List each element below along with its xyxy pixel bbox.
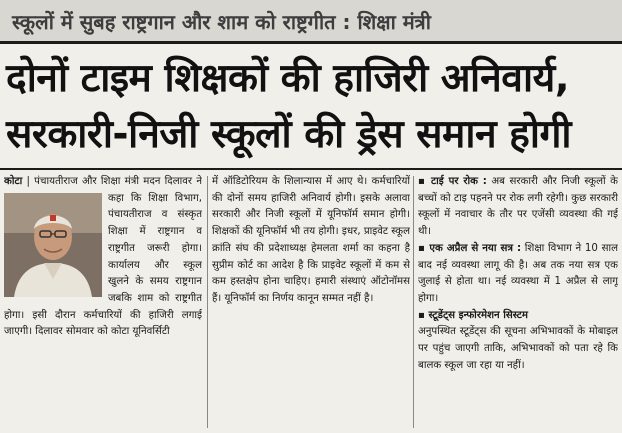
- subsection-title: एक अप्रैल से नया सत्र :: [429, 242, 522, 254]
- dateline: कोटा: [4, 176, 23, 187]
- col1-intro: | पंचायतीराज और शिक्षा मंत्री मदन दिलावर ने कहा कि: [22, 176, 202, 204]
- headline-line-1: दोनों टाइम शिक्षकों की हाजिरी अनिवार्य,: [6, 56, 570, 101]
- bullet-icon: ▪: [418, 309, 429, 321]
- column-divider-1: [207, 176, 208, 428]
- subsection-text: अनुपस्थित स्टूडेंट्स की सूचना अभिभावकों के मोबाइल पर पहुंच जाएगी ताकि, अभिभावकों को पता रहे कि बालक स्कूल जा रहा या नहीं।: [418, 326, 618, 371]
- subsection-title: टाई पर रोक :: [430, 176, 487, 187]
- article-column-1: [4, 174, 202, 429]
- subsection-tie-ban: [418, 174, 618, 241]
- article-column-3: [418, 174, 618, 429]
- subsection-text: अब सरकारी और निजी स्कूलों के बच्चों को टाइ पहनने पर रोक लगी रहेगी। कुछ सरकारी स्कूलों में नवाचार के तौर पर एजेंसी व्यवस्था की गई थी।: [418, 176, 618, 238]
- col1-wrap-text: शिक्षा विभाग, पंचायतीराज व संस्कृत शिक्षा में राष्ट्रगान व राष्ट्रगीत जरूरी होगा। कार्यालय: [108, 192, 202, 271]
- minister-photo: [4, 193, 102, 297]
- kicker-line: स्कूलों में सुबह राष्ट्रगान और शाम को राष्ट्रगीत : शिक्षा मंत्री: [0, 0, 622, 44]
- col1-rest-text: और स्कूल खुलने के समय राष्ट्रगान जबकि शाम को राष्ट्रगीत होगा। इसी दौरान कर्मचारियों की हाजिरी लगाई जाएगी। दिलावर सोमवार को कोटा यूनिवर्सिटी: [4, 259, 202, 338]
- column-divider-2: [413, 176, 414, 428]
- headline-rule: [0, 168, 622, 170]
- subsection-title: स्टूडेंट्स इन्फोरमेशन सिस्टम: [428, 309, 528, 321]
- bullet-icon: ▪: [418, 176, 431, 187]
- subsection-text: शिक्षा विभाग ने 10 साल बाद नई व्यवस्था लागू की है। अब तक नया सत्र एक जुलाई से होता था। नई व्यवस्था में 1 अप्रैल से लागू होगा।: [418, 242, 618, 304]
- subsection-student-info: [418, 308, 618, 375]
- headline-line-2: सरकारी-निजी स्कूलों की ड्रेस समान होगी: [6, 112, 572, 157]
- article-column-2: में ऑडिटोरियम के शिलान्यास में आए थे। कर्मचारियों की दोनों समय हाजिरी अनिवार्य होगी। इसके अलावा सरकारी और निजी स्कूलों में यूनिफॉर्म समान होगी। शिक्षकों की यूनिफॉर्म भी तय होगी। इधर, प्राइवेट स्कूल क्रांति संघ की प्रदेशाध्यक्ष हेमलता शर्मा का कहना है सुप्रीम कोर्ट का आदेश है कि प्राइवेट स्कूलों में कम से कम हस्तक्षेप होना चाहिए। हमारी संस्थाएं ऑटोनॉमस हैं। यूनिफॉर्म का निर्णय कानून सम्मत नहीं है।: [212, 176, 410, 304]
- subsection-new-session: [418, 241, 618, 308]
- bullet-icon: ▪: [418, 242, 430, 254]
